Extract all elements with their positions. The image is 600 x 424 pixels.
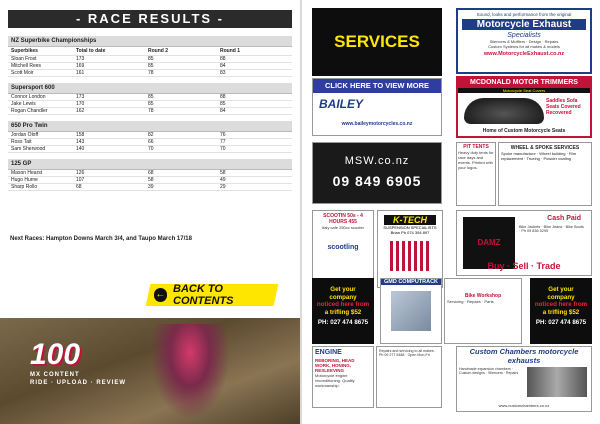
scootin-ad[interactable]: [312, 210, 374, 288]
get-line: company: [329, 293, 357, 301]
col-header: Total to date: [76, 48, 106, 54]
get-line: a trifling $52: [542, 308, 580, 316]
gmd-image: [391, 291, 431, 331]
get-line: Get your: [548, 286, 574, 293]
round2-points: 82: [148, 132, 154, 138]
ktech-phone: Brian Ph 074 394 897: [390, 230, 430, 235]
pit-tents-title: PIT TENTS: [463, 144, 489, 150]
round2-points: 85: [148, 94, 154, 100]
total-points: 140: [76, 146, 85, 152]
round1-points: 88: [220, 94, 226, 100]
gmd-computrack-ad[interactable]: [380, 278, 442, 344]
get-line: Get your: [330, 286, 356, 293]
exhaust-tagline: Sound, looks and performance from the original: [476, 12, 572, 17]
spring-image: [390, 241, 430, 271]
get-company-noticed-ad[interactable]: [312, 278, 374, 344]
total-points: 158: [76, 132, 85, 138]
bailey-url[interactable]: www.baileymotorcycles.co.nz: [341, 121, 413, 127]
round2-points: 78: [148, 108, 154, 114]
total-points: 162: [76, 108, 85, 114]
round1-points: 49: [220, 177, 226, 183]
round1-points: 84: [220, 63, 226, 69]
round2-points: 70: [148, 146, 154, 152]
round1-points: 77: [220, 139, 226, 145]
back-to-contents-button[interactable]: [146, 284, 279, 306]
col-header: Round 2: [148, 48, 168, 54]
damz-info: Bike Jackets · Bike Jeans · Bike Boots · Ph 09 836 5295: [519, 225, 584, 233]
rider-name: Hugo Hurne: [11, 177, 38, 183]
exhaust-url[interactable]: www.MotorcycleExhaust.co.nz: [483, 51, 565, 57]
pit-tents-body: Heavy duty tents for race days and events. Printed with your logos.: [458, 150, 494, 170]
rider-name: Mason Hearst: [11, 170, 43, 176]
scootin-body: Italy cafe 250cc scooter: [321, 225, 365, 230]
total-points: 126: [76, 170, 85, 176]
msw-phone: 09 849 6905: [332, 173, 422, 189]
ktech-ad[interactable]: [377, 210, 443, 288]
magazine-logo: [30, 338, 126, 402]
round1-points: 58: [220, 170, 226, 176]
rider-name: Sharp Rollo: [11, 184, 38, 190]
ktech-subtitle: SUSPENSION SPECIALISTS: [383, 225, 437, 230]
rider-name: Rogan Chandler: [11, 108, 48, 114]
rider-name: Mitchell Rees: [11, 63, 42, 69]
table-row: [8, 184, 292, 191]
gmd-title: GMD COMPUTRACK: [381, 279, 441, 285]
table-row: [8, 177, 292, 184]
total-points: 169: [76, 63, 85, 69]
engine-title: ENGINE: [315, 349, 342, 356]
wheel-spoke-ad[interactable]: [498, 142, 592, 206]
mcdonald-trimmers-ad[interactable]: [456, 76, 592, 138]
round2-points: 85: [148, 101, 154, 107]
category-title: Supersport 600: [8, 83, 292, 94]
custom-chambers-title: Custom Chambers motorcycle exhausts: [469, 347, 579, 365]
round1-points: 85: [220, 101, 226, 107]
round2-points: 68: [148, 170, 154, 176]
get-phone: PH: 027 474 8675: [535, 319, 587, 326]
scootin-title: SCOOTIN 50s - 4 HOURS 455: [323, 213, 363, 225]
get-line: noticed here from: [316, 301, 370, 308]
get-phone: PH: 027 474 8675: [317, 319, 369, 326]
get-company-noticed-ad[interactable]: [530, 278, 592, 344]
pit-tents-ad[interactable]: [456, 142, 496, 206]
workshop-ad[interactable]: [376, 346, 442, 408]
exhaust-image: [527, 367, 587, 397]
back-to-contents-label: BACK TO CONTENTS: [172, 283, 234, 307]
table-row: [8, 146, 292, 153]
get-line: noticed here from: [534, 301, 588, 308]
round2-points: 66: [148, 139, 154, 145]
results-table: [8, 36, 292, 191]
logo-number: 100: [30, 338, 81, 371]
bike-workshop-ad[interactable]: [444, 278, 522, 344]
round2-points: 39: [148, 184, 154, 190]
category-title: 125 GP: [8, 159, 292, 170]
round2-points: 85: [148, 63, 154, 69]
damz-leather-ad[interactable]: [456, 210, 592, 276]
damz-cash-paid: Cash Paid: [547, 215, 581, 222]
logo-subtitle: MX CONTENT: [30, 372, 80, 378]
rider-name: Jake Lewis: [11, 101, 36, 107]
rider-figure: [150, 324, 230, 420]
round2-points: 78: [148, 70, 154, 76]
mcdonald-title: MCDONALD MOTOR TRIMMERS: [458, 78, 590, 88]
damz-logo: DAMZ: [463, 217, 515, 269]
rider-name: Sloan Frost: [11, 56, 37, 62]
click-to-view-more-button[interactable]: CLICK HERE TO VIEW MORE: [313, 79, 441, 93]
custom-chambers-ad[interactable]: [456, 346, 592, 412]
exhaust-title: Motorcycle Exhaust: [462, 19, 586, 30]
rider-name: Jordan Oloff: [11, 132, 39, 138]
engine-body: Motorcycle engine reconditioning. Quality workmanship.: [315, 373, 355, 388]
round1-points: 83: [220, 70, 226, 76]
round2-points: 85: [148, 56, 154, 62]
series-title: NZ Superbike Championships: [8, 36, 292, 47]
total-points: 173: [76, 94, 85, 100]
ktech-logo: K-TECH: [384, 215, 436, 225]
round1-points: 29: [220, 184, 226, 190]
table-row: [8, 56, 292, 63]
exhaust-subtitle: Specialists: [507, 32, 541, 39]
get-line: company: [547, 293, 575, 301]
logo-tagline: RIDE · UPLOAD · REVIEW: [30, 380, 127, 386]
msw-url[interactable]: MSW.co.nz: [344, 155, 410, 167]
wheel-title: WHEEL & SPOKE SERVICES: [510, 145, 580, 151]
total-points: 170: [76, 101, 85, 107]
mcdonald-side-text: Saddles Sofa Seats Covered Recovered: [546, 98, 581, 116]
col-header: Round 1: [220, 48, 240, 54]
table-row: [8, 63, 292, 70]
workshop-body: Repairs and servicing to all makes. Ph 09 277 5488 · Open Mon-Fri: [379, 349, 435, 357]
next-races-text: Next Races: Hampton Downs March 3/4, and Taupo March 17/18: [10, 236, 192, 242]
bike-title: Bike Workshop: [464, 293, 502, 299]
arrow-left-icon: ←: [155, 289, 166, 300]
rider-name: Ross Tait: [11, 139, 32, 145]
services-ads-page: [302, 0, 600, 424]
table-row: [8, 108, 292, 115]
bike-body: Servicing · Repairs · Parts: [447, 299, 494, 304]
round1-points: 84: [220, 108, 226, 114]
round1-points: 70: [220, 146, 226, 152]
total-points: 143: [76, 139, 85, 145]
round2-points: 58: [148, 177, 154, 183]
race-results-header: - RACE RESULTS -: [8, 10, 292, 28]
table-row: [8, 101, 292, 108]
rider-name: Scott Moir: [11, 70, 34, 76]
get-line: a trifling $52: [324, 308, 362, 316]
total-points: 68: [76, 184, 82, 190]
total-points: 161: [76, 70, 85, 76]
table-row: [8, 139, 292, 146]
round1-points: 88: [220, 56, 226, 62]
motocross-photo: [0, 318, 300, 424]
wheel-body: Spoke manufacture · Wheel building · Rim replacement · Trueing · Powder coating: [501, 151, 577, 161]
table-row: [8, 70, 292, 77]
motorcycle-exhaust-ad[interactable]: [456, 8, 592, 74]
custom-chambers-url[interactable]: www.customchambers.co.nz: [498, 403, 550, 408]
exhaust-line: Silencers & Mufflers · Design · Repairs: [489, 39, 559, 44]
mcdonald-home-text: Home of Custom Motorcycle Seats: [482, 128, 566, 134]
scootin-brand: scootling: [327, 244, 359, 251]
mcdonald-subtitle: Motorcycle Seat Covers: [458, 88, 590, 93]
total-points: 173: [76, 56, 85, 62]
table-row: [8, 132, 292, 139]
rider-name: Connor London: [11, 94, 46, 100]
damz-buy-sell-trade: Buy · Sell · Trade: [487, 261, 561, 271]
exhaust-line: Custom Systems for all makes & models: [488, 44, 560, 49]
bailey-logo: BAILEY: [319, 97, 364, 111]
bailey-ad[interactable]: [312, 78, 442, 136]
table-row: [8, 94, 292, 101]
custom-chambers-list: Handmade expansion chambers · Custom designs · Silencers · Repairs: [459, 367, 519, 375]
total-points: 107: [76, 177, 85, 183]
msw-ad[interactable]: [312, 142, 442, 204]
col-header: Superbikes: [11, 48, 38, 54]
seat-image: [464, 98, 544, 124]
round1-points: 76: [220, 132, 226, 138]
rider-name: Sam Sherwood: [11, 146, 46, 152]
table-row: [8, 170, 292, 177]
engine-reboring-ad[interactable]: [312, 346, 374, 408]
category-title: 650 Pro Twin: [8, 121, 292, 132]
engine-services: REBORING, HEAD WORK, HONING, RESLEEVING: [315, 358, 355, 373]
services-heading: SERVICES: [312, 8, 442, 76]
table-header-row: [8, 47, 292, 56]
